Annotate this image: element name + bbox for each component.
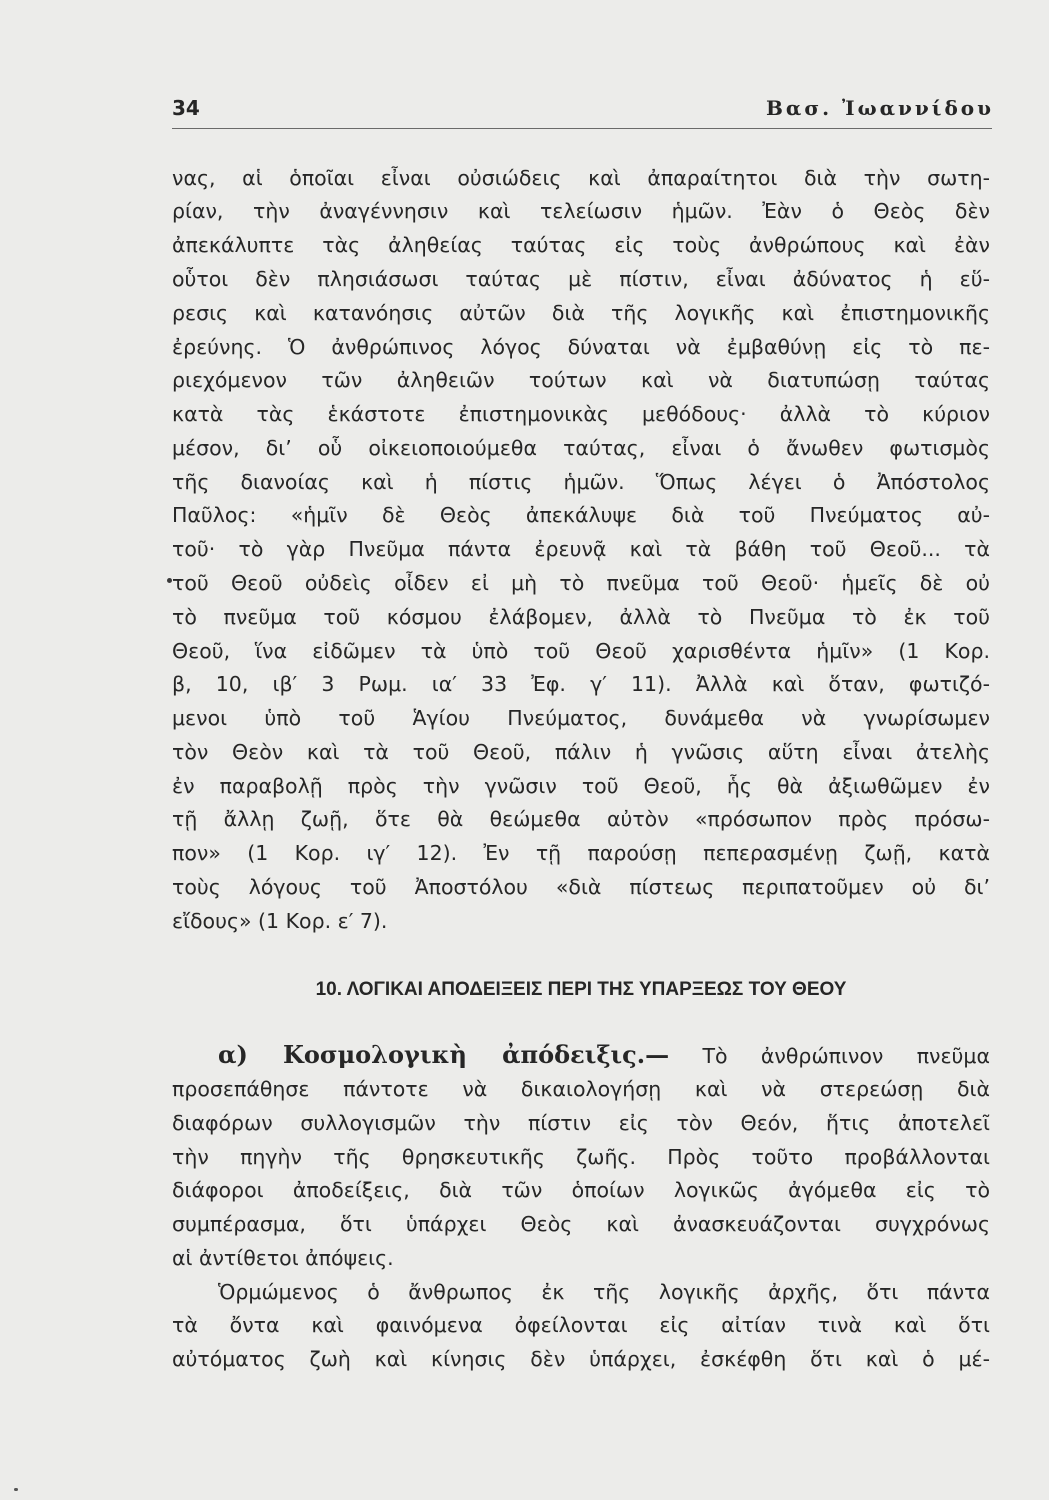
text-line: τὴν πηγὴν τῆς θρησκευτικῆς ζωῆς. Πρὸς τοῦτο προβάλλονται [172,1145,990,1169]
scan-speck [14,1488,18,1491]
text-line: τὸ πνεῦμα τοῦ κόσμου ἐλάβομεν, ἀλλὰ τὸ Πνεῦμα τὸ ἐκ τοῦ [172,605,990,629]
subsection-title: α) Κοσμολογικὴ ἀπόδειξις.— [218,1040,670,1069]
section-heading: 10. ΛΟΓΙΚΑΙ ΑΠΟΔΕΙΞΕΙΣ ΠΕΡΙ ΤΗΣ ΥΠΑΡΞΕΩΣ ΤΟΥ ΘΕΟΥ [315,979,847,1000]
ink-mark [167,578,172,583]
text-line: κατὰ τὰς ἑκάστοτε ἐπιστημονικὰς μεθόδους· ἀλλὰ τὸ κύριον [172,402,990,426]
running-head [172,96,994,126]
text-line: ρεσις καὶ κατανόησις αὐτῶν διὰ τῆς λογικῆς καὶ ἐπιστημονικῆς [172,301,990,325]
text-line: ἐρεύνης. Ὁ ἀνθρώπινος λόγος δύναται νὰ ἐμβαθύνῃ εἰς τὸ πε- [172,335,990,359]
text-line: πον» (1 Κορ. ιγ′ 12). Ἐν τῇ παρούσῃ πεπερασμένῃ ζωῇ, κατὰ [172,841,990,865]
text-line: ἐν παραβολῇ πρὸς τὴν γνῶσιν τοῦ Θεοῦ, ἧς θὰ ἀξιωθῶμεν ἐν [172,774,990,798]
text-line: προσεπάθησε πάντοτε νὰ δικαιολογήσῃ καὶ νὰ στερεώσῃ διὰ [172,1077,990,1101]
text-line: β, 10, ιβ′ 3 Ρωμ. ια′ 33 Ἐφ. γ′ 11). Ἀλλὰ καὶ ὅταν, φωτιζό- [172,672,990,696]
text-line: ριεχόμενον τῶν ἀληθειῶν τούτων καὶ νὰ διατυπώσῃ ταύτας [172,368,990,392]
text-line: τοῦ· τὸ γὰρ Πνεῦμα πάντα ἐρευνᾷ καὶ τὰ βάθη τοῦ Θεοῦ... τὰ [172,537,990,561]
text-line: μενοι ὑπὸ τοῦ Ἁγίου Πνεύματος, δυνάμεθα νὰ γνωρίσωμεν [172,706,990,730]
text-line: μέσον, δι’ οὗ οἰκειοποιούμεθα ταύτας, εἶναι ὁ ἄνωθεν φωτισμὸς [172,436,990,460]
text-line: αἱ ἀντίθετοι ἀπόψεις. [172,1246,394,1270]
text-line: οὗτοι δὲν πλησιάσωσι ταύτας μὲ πίστιν, εἶναι ἀδύνατος ἡ εὕ- [172,267,990,291]
text-line: Παῦλος: «ἡμῖν δὲ Θεὸς ἀπεκάλυψε διὰ τοῦ Πνεύματος αὐ- [172,503,990,527]
page-number: 34 [172,96,200,120]
text-line: τοῦ Θεοῦ οὐδεὶς οἶδεν εἰ μὴ τὸ πνεῦμα τοῦ Θεοῦ· ἡμεῖς δὲ οὐ [172,571,990,595]
text-line: Ὁρμώμενος ὁ ἄνθρωπος ἐκ τῆς λογικῆς ἀρχῆς, ὅτι πάντα [218,1280,990,1304]
text-line: διαφόρων συλλογισμῶν τὴν πίστιν εἰς τὸν Θεόν, ἥτις ἀποτελεῖ [172,1111,990,1135]
text-line: ρίαν, τὴν ἀναγέννησιν καὶ τελείωσιν ἡμῶν. Ἐὰν ὁ Θεὸς δὲν [172,199,990,223]
text-line: εἴδους» (1 Κορ. ε′ 7). [172,909,388,933]
text-line: Θεοῦ, ἵνα εἰδῶμεν τὰ ὑπὸ τοῦ Θεοῦ χαρισθέντα ἡμῖν» (1 Κορ. [172,639,990,663]
text-line: ἀπεκάλυπτε τὰς ἀληθείας ταύτας εἰς τοὺς ἀνθρώπους καὶ ἐὰν [172,233,990,257]
subsection-first-line-text: Τὸ ἀνθρώπινον πνεῦμα [702,1044,990,1068]
text-line: τὸν Θεὸν καὶ τὰ τοῦ Θεοῦ, πάλιν ἡ γνῶσις αὕτη εἶναι ἀτελὴς [172,740,990,764]
header-rule [172,128,992,129]
running-head-author: Βασ. Ἰωαννίδου [766,96,994,120]
text-line: τῇ ἄλλῃ ζωῇ, ὅτε θὰ θεώμεθα αὐτὸν «πρόσωπον πρὸς πρόσω- [172,807,990,831]
text-line: αὐτόματος ζωὴ καὶ κίνησις δὲν ὑπάρχει, ἐσκέφθη ὅτι καὶ ὁ μέ- [172,1347,990,1371]
text-line: τὰ ὄντα καὶ φαινόμενα ὀφείλονται εἰς αἰτίαν τινὰ καὶ ὅτι [172,1313,990,1337]
text-line: τοὺς λόγους τοῦ Ἀποστόλου «διὰ πίστεως περιπατοῦμεν οὐ δι’ [172,875,990,899]
text-line: συμπέρασμα, ὅτι ὑπάρχει Θεὸς καὶ ἀνασκευάζονται συγχρόνως [172,1212,990,1236]
subsection-first-line [218,1035,990,1075]
text-line: νας, αἱ ὁποῖαι εἶναι οὐσιώδεις καὶ ἀπαραίτητοι διὰ τὴν σωτη- [172,166,990,190]
text-line: τῆς διανοίας καὶ ἡ πίστις ἡμῶν. Ὅπως λέγει ὁ Ἀπόστολος [172,470,990,494]
text-line: διάφοροι ἀποδείξεις, διὰ τῶν ὁποίων λογικῶς ἀγόμεθα εἰς τὸ [172,1178,990,1202]
